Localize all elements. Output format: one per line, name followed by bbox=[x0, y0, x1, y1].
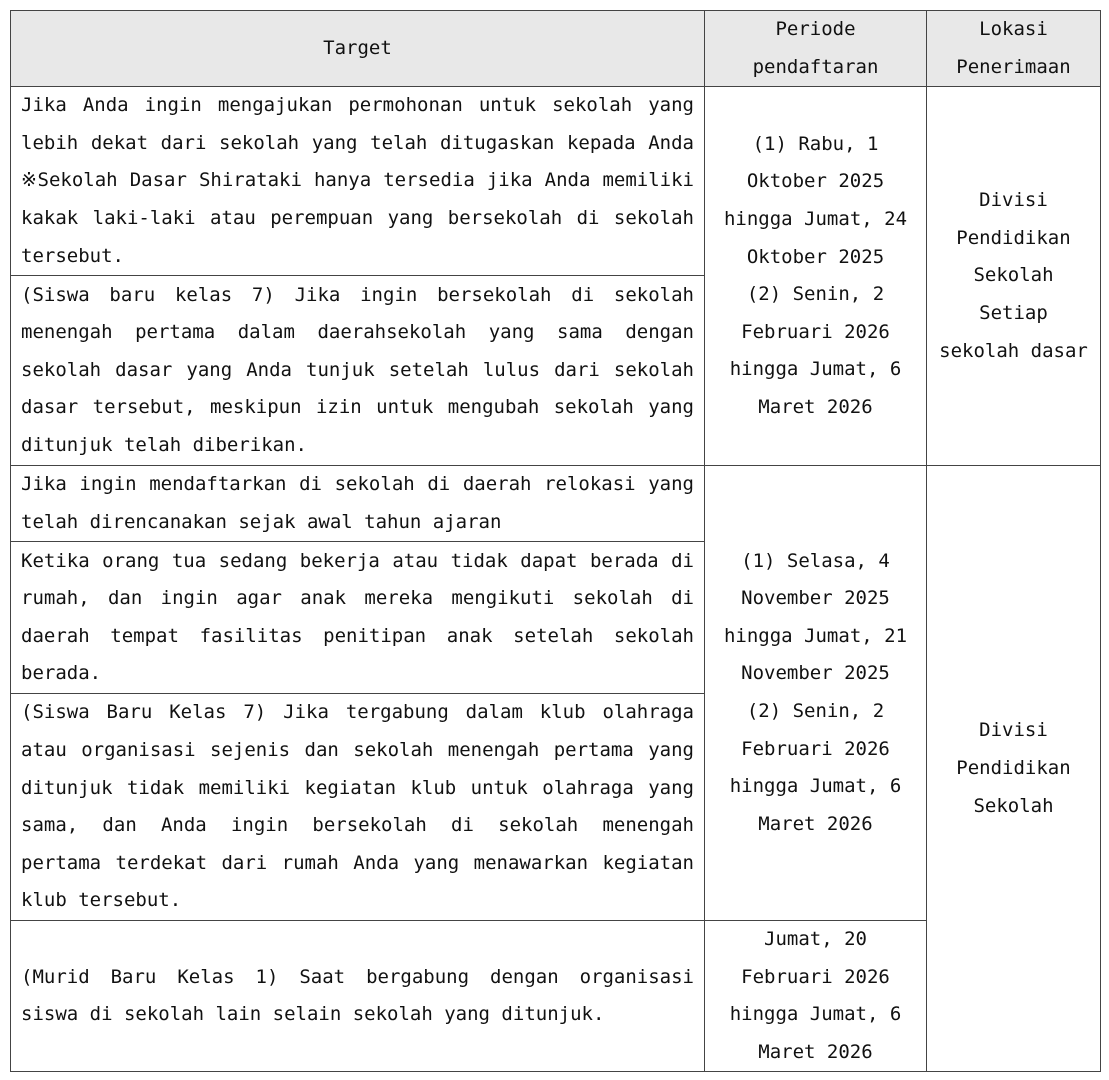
location-cell bbox=[927, 466, 1101, 1072]
registration-schedule-table bbox=[10, 10, 1101, 1072]
location-cell bbox=[927, 87, 1101, 466]
period-line: (2) Senin, 2 bbox=[746, 283, 885, 306]
header-location-line: Lokasi bbox=[979, 18, 1048, 40]
header-period bbox=[705, 11, 927, 87]
location-line: Setiap bbox=[979, 301, 1048, 324]
header-period-line: Periode bbox=[775, 18, 856, 40]
period-line: (1) Selasa, 4 bbox=[741, 549, 890, 572]
period-line: hingga Jumat, 6 bbox=[729, 358, 902, 381]
target-cell: (Murid Baru Kelas 1) Saat bergabung dengan organisasi siswa di sekolah lain selain sekolah yang ditunjuk. bbox=[11, 920, 705, 1071]
target-cell: (Siswa baru kelas 7) Jika ingin bersekolah di sekolah menengah pertama dalam daerahsekolah yang sama dengan sekolah dasar yang Anda tunjuk setelah lulus dari sekolah dasar tersebut, meskipun izin untuk mengubah sekolah yang ditunjuk telah diberikan. bbox=[11, 276, 705, 466]
period-line: (1) Rabu, 1 bbox=[752, 132, 879, 155]
period-line: Oktober 2025 bbox=[746, 170, 885, 193]
period-line: Maret 2026 bbox=[758, 1040, 873, 1063]
location-line: Pendidikan bbox=[956, 226, 1071, 249]
period-line: hingga Jumat, 24 bbox=[723, 207, 908, 230]
location-line: Sekolah bbox=[973, 264, 1054, 287]
period-line: Februari 2026 bbox=[741, 737, 890, 760]
table-row bbox=[11, 466, 1101, 542]
period-line: Maret 2026 bbox=[758, 812, 873, 835]
header-location bbox=[927, 11, 1101, 87]
target-cell: Jika Anda ingin mengajukan permohonan untuk sekolah yang lebih dekat dari sekolah yang telah ditugaskan kepada Anda ※Sekolah Dasar Shirataki hanya tersedia jika Anda memiliki kakak laki-laki atau perempuan yang bersekolah di sekolah tersebut. bbox=[11, 87, 705, 276]
period-line: November 2025 bbox=[741, 662, 890, 685]
period-line: hingga Jumat, 6 bbox=[729, 1003, 902, 1026]
location-line: Divisi bbox=[979, 719, 1048, 742]
table-row bbox=[11, 87, 1101, 276]
period-line: Februari 2026 bbox=[741, 320, 890, 343]
target-cell: (Siswa Baru Kelas 7) Jika tergabung dalam klub olahraga atau organisasi sejenis dan sekolah menengah pertama yang ditunjuk tidak memiliki kegiatan klub untuk olahraga yang sama, dan Anda ingin bersekolah di sekolah menengah pertama terdekat dari rumah Anda yang menawarkan kegiatan klub tersebut. bbox=[11, 694, 705, 921]
location-line: Pendidikan bbox=[956, 756, 1071, 779]
location-line: Sekolah bbox=[973, 794, 1054, 817]
location-line: sekolah dasar bbox=[939, 339, 1088, 362]
target-cell: Ketika orang tua sedang bekerja atau tidak dapat berada di rumah, dan ingin agar anak mereka mengikuti sekolah di daerah tempat fasilitas penitipan anak setelah sekolah berada. bbox=[11, 542, 705, 694]
header-location-line: Penerimaan bbox=[956, 55, 1071, 78]
period-line: Februari 2026 bbox=[741, 965, 890, 988]
period-line: hingga Jumat, 21 bbox=[723, 624, 908, 647]
period-line: Jumat, 20 bbox=[764, 927, 867, 950]
period-line: November 2025 bbox=[741, 587, 890, 610]
period-cell bbox=[705, 87, 927, 466]
location-line: Divisi bbox=[979, 189, 1048, 212]
target-cell: Jika ingin mendaftarkan di sekolah di daerah relokasi yang telah direncanakan sejak awal tahun ajaran bbox=[11, 466, 705, 542]
header-period-line: pendaftaran bbox=[752, 55, 879, 78]
period-line: Oktober 2025 bbox=[746, 245, 885, 268]
table-header-row bbox=[11, 11, 1101, 87]
period-cell bbox=[705, 920, 927, 1071]
period-cell bbox=[705, 466, 927, 921]
period-line: hingga Jumat, 6 bbox=[729, 775, 902, 798]
header-target: Target bbox=[11, 11, 705, 87]
period-line: Maret 2026 bbox=[758, 395, 873, 418]
period-line: (2) Senin, 2 bbox=[746, 700, 885, 723]
